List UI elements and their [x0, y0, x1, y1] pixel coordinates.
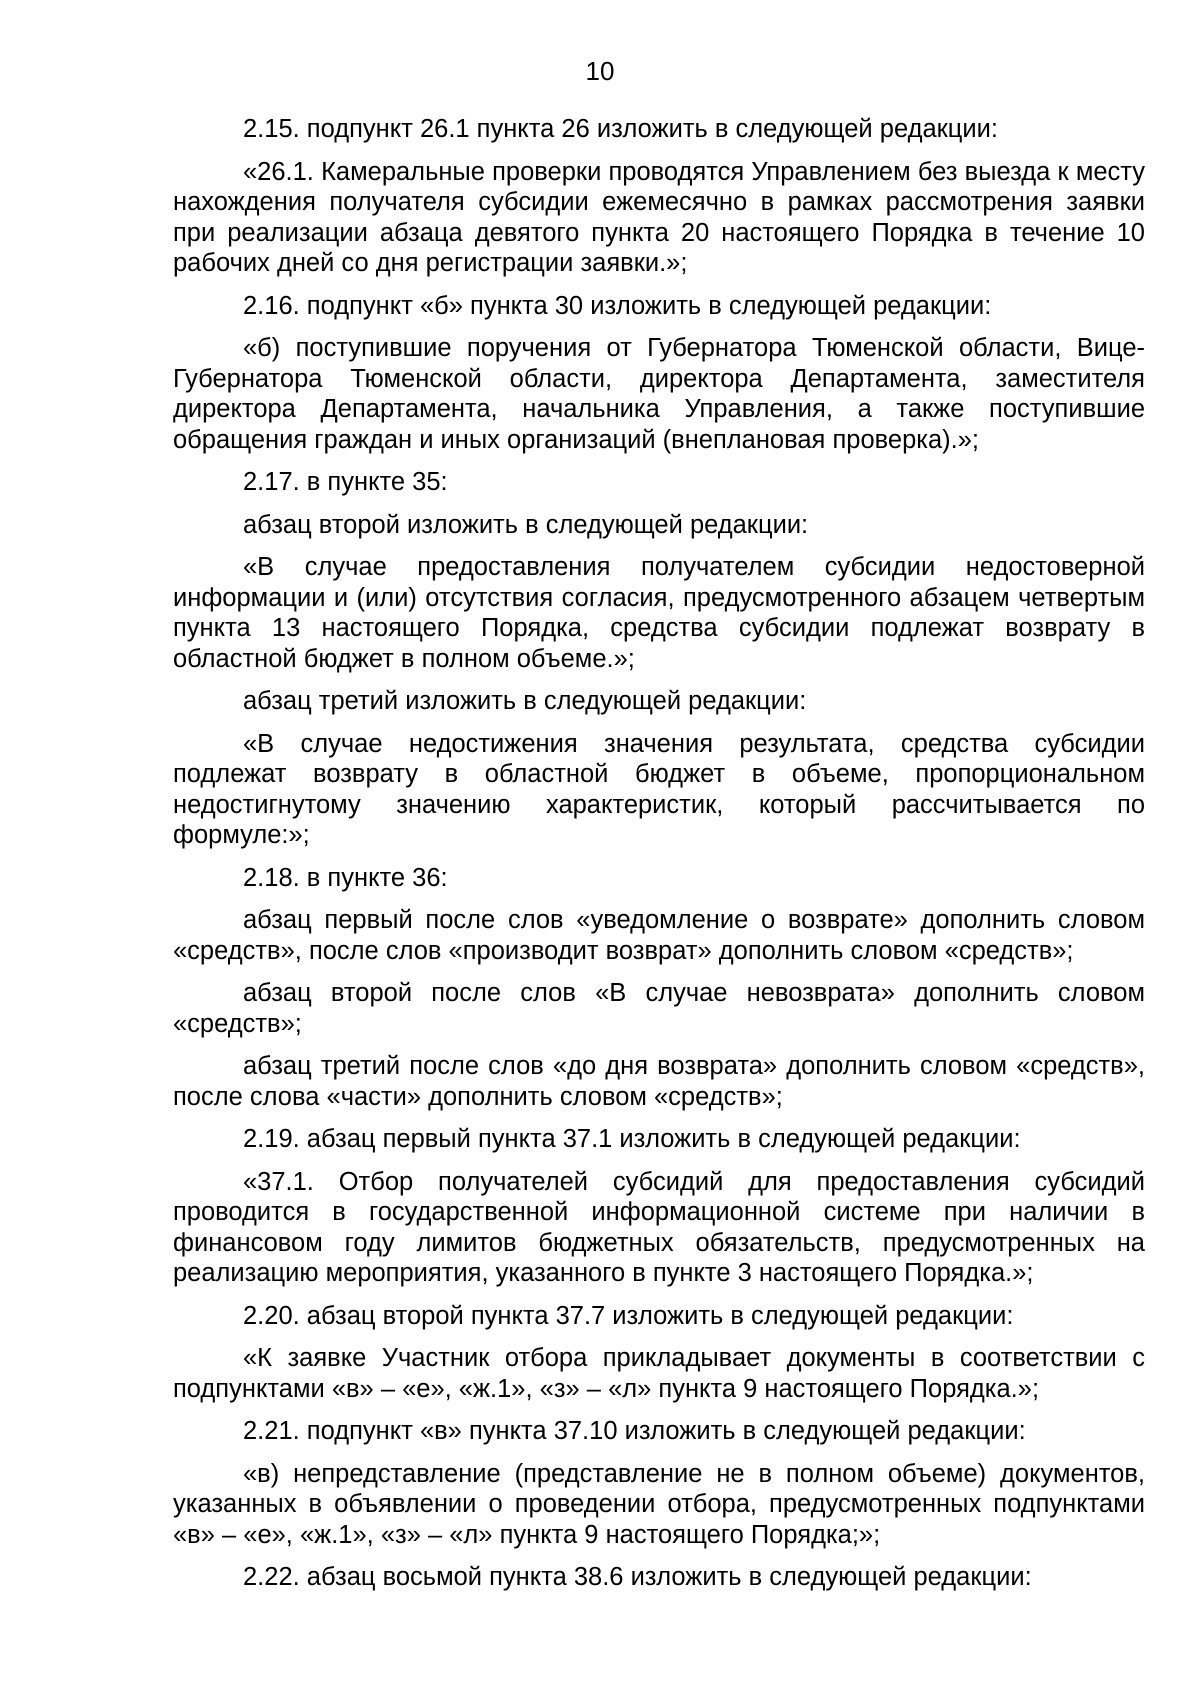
paragraph-second-abzac: абзац второй изложить в следующей редакции: [243, 510, 809, 539]
paragraph-2-17: 2.17. в пункте 35: [243, 468, 448, 496]
paragraph-2-21: 2.21. подпункт «в» пункта 37.10 изложить в следующей редакции: [243, 1417, 1026, 1445]
paragraph-37-1-text: «37.1. Отбор получателей субсидий для предоставления субсидий проводится в государственной информационной системе при наличии в финансовом году лимитов бюджетных обязательств, предусмотренных на реализацию мероприятия, указанного в пункте 3 настоящего Порядка.»; [173, 1167, 1145, 1287]
paragraph-37-10-text: «в) непредставление (представление не в полном объеме) документов, указанных в объявлении о проведении отбора, предусмотренных подпунктами «в» – «е», «ж.1», «з» – «л» пункта 9 настоящего Порядка;»; [173, 1459, 1145, 1549]
paragraph-2-20: 2.20. абзац второй пункта 37.7 изложить в следующей редакции: [243, 1301, 1014, 1330]
paragraph-abzac-first-36: абзац первый после слов «уведомление о возврате» дополнить словом «средств», после слов «производит возврат» дополнить словом «средств»; [173, 906, 1145, 965]
paragraph-nedostizheniya-text: «В случае недостижения значения результата, средства субсидии подлежат возврату в областной бюджет в объеме, пропорциональном недостигнутому значению характеристик, который рассчитывается по формуле:»; [173, 729, 1145, 849]
paragraph-nedostovernoy-text: «В случае предоставления получателем субсидии недостоверной информации и (или) отсутствия согласия, предусмотренного абзацем четвертым пункта 13 настоящего Порядка, средства субсидии подлежат возврату в областной бюджет в полном объеме.»; [173, 553, 1145, 673]
document-body [173, 114, 1145, 1605]
paragraph-2-19: 2.19. абзац первый пункта 37.1 изложить в следующей редакции: [243, 1125, 1021, 1153]
paragraph-2-22: 2.22. абзац восьмой пункта 38.6 изложить в следующей редакции: [243, 1563, 1032, 1591]
paragraph-abzac-third-36: абзац третий после слов «до дня возврата» дополнить словом «средств», после слова «части» дополнить словом «средств»; [173, 1052, 1145, 1111]
paragraph-abzac-second-36: абзац второй после слов «В случае невозврата» дополнить словом «средств»; [173, 979, 1145, 1038]
paragraph-2-18: 2.18. в пункте 36: [243, 863, 448, 892]
paragraph-37-7-text: «К заявке Участник отбора прикладывает документы в соответствии с подпунктами «в» – «е», «ж.1», «з» – «л» пункта 9 настоящего Порядка.»; [173, 1344, 1145, 1403]
paragraph-2-15: 2.15. подпункт 26.1 пункта 26 изложить в следующей редакции: [243, 115, 998, 143]
paragraph-third-abzac: абзац третий изложить в следующей редакции: [243, 687, 807, 715]
page-number: 10 [585, 56, 615, 86]
paragraph-b-text: «б) поступившие поручения от Губернатора Тюменской области, Вице-Губернатора Тюменской области, директора Департамента, заместителя директора Департамента, начальника Управления, а также поступившие обращения граждан и иных организаций (внеплановая проверка).»; [173, 334, 1145, 454]
paragraph-26-1-text: «26.1. Камеральные проверки проводятся Управлением без выезда к месту нахождения получателя субсидии ежемесячно в рамках рассмотрения заявки при реализации абзаца девятого пункта 20 настоящего Порядка в течение 10 рабочих дней со дня регистрации заявки.»; [173, 157, 1145, 277]
paragraph-2-16: 2.16. подпункт «б» пункта 30 изложить в следующей редакции: [243, 291, 992, 320]
